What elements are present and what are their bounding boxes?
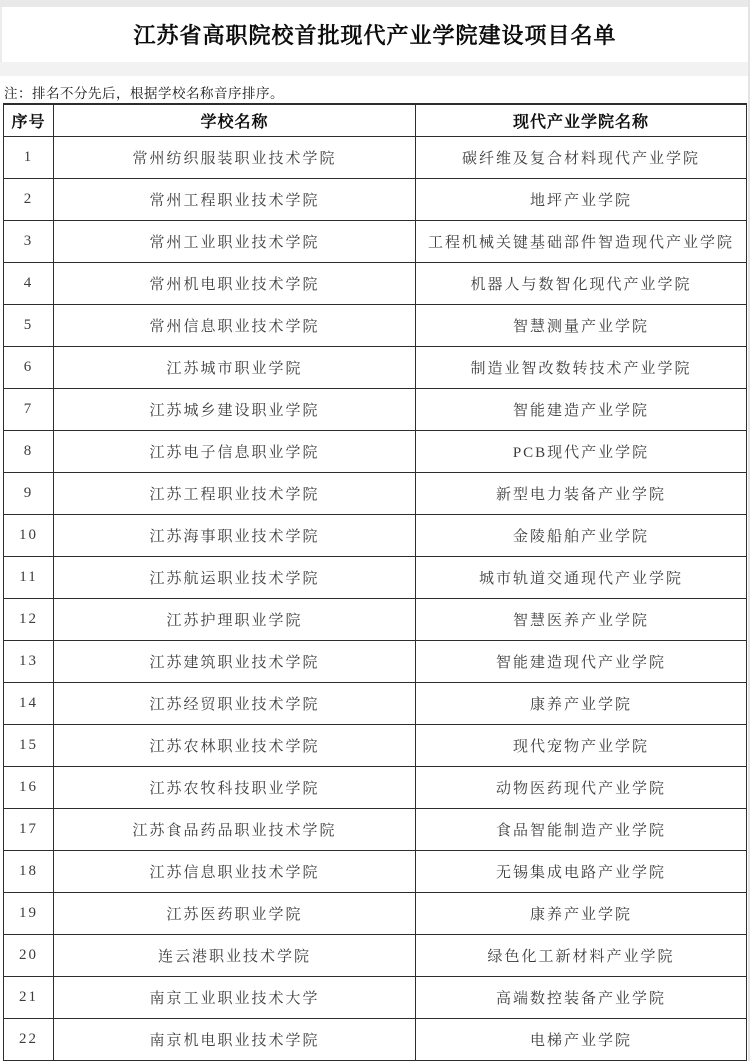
table-row — [4, 305, 747, 347]
college-name-cell: 智能建造现代产业学院 — [416, 641, 747, 683]
page-top-strip — [0, 0, 750, 7]
school-name-cell: 江苏工程职业技术学院 — [54, 473, 416, 515]
serial-number-cell: 11 — [4, 557, 54, 599]
table-row — [4, 515, 747, 557]
school-name-cell: 江苏食品药品职业技术学院 — [54, 809, 416, 851]
college-name-cell: 绿色化工新材料产业学院 — [416, 935, 747, 977]
serial-number-cell: 20 — [4, 935, 54, 977]
table-body — [4, 137, 747, 1061]
college-name-cell: 新型电力装备产业学院 — [416, 473, 747, 515]
table-row — [4, 473, 747, 515]
serial-number-cell: 12 — [4, 599, 54, 641]
college-name-cell: 康养产业学院 — [416, 893, 747, 935]
serial-number-cell: 1 — [4, 137, 54, 179]
document-body — [0, 76, 750, 1061]
school-name-cell: 常州工业职业技术学院 — [54, 221, 416, 263]
table-header-row — [4, 104, 747, 137]
header-serial-number: 序号 — [4, 104, 54, 137]
table-row — [4, 977, 747, 1019]
serial-number-cell: 10 — [4, 515, 54, 557]
serial-number-cell: 22 — [4, 1019, 54, 1061]
college-name-cell: 机器人与数智化现代产业学院 — [416, 263, 747, 305]
college-name-cell: 高端数控装备产业学院 — [416, 977, 747, 1019]
header-school-name: 学校名称 — [54, 104, 416, 137]
table-row — [4, 431, 747, 473]
school-name-cell: 南京机电职业技术学院 — [54, 1019, 416, 1061]
ranking-note: 注：排名不分先后，根据学校名称音序排序。 — [4, 86, 284, 101]
serial-number-cell: 21 — [4, 977, 54, 1019]
college-name-cell: 食品智能制造产业学院 — [416, 809, 747, 851]
table-row — [4, 1019, 747, 1061]
school-name-cell: 江苏电子信息职业学院 — [54, 431, 416, 473]
header-college-name: 现代产业学院名称 — [416, 104, 747, 137]
college-name-cell: 康养产业学院 — [416, 683, 747, 725]
college-name-cell: 动物医药现代产业学院 — [416, 767, 747, 809]
school-name-cell: 江苏海事职业技术学院 — [54, 515, 416, 557]
school-name-cell: 常州机电职业技术学院 — [54, 263, 416, 305]
school-name-cell: 江苏农牧科技职业学院 — [54, 767, 416, 809]
college-name-cell: 智能建造产业学院 — [416, 389, 747, 431]
project-list-table — [3, 103, 747, 1061]
table-row — [4, 893, 747, 935]
table-row — [4, 263, 747, 305]
school-name-cell: 常州工程职业技术学院 — [54, 179, 416, 221]
serial-number-cell: 16 — [4, 767, 54, 809]
school-name-cell: 江苏建筑职业技术学院 — [54, 641, 416, 683]
serial-number-cell: 19 — [4, 893, 54, 935]
school-name-cell: 江苏信息职业技术学院 — [54, 851, 416, 893]
table-row — [4, 221, 747, 263]
school-name-cell: 常州纺织服装职业技术学院 — [54, 137, 416, 179]
school-name-cell: 江苏医药职业学院 — [54, 893, 416, 935]
table-row — [4, 641, 747, 683]
school-name-cell: 江苏经贸职业技术学院 — [54, 683, 416, 725]
serial-number-cell: 3 — [4, 221, 54, 263]
title-block — [0, 7, 750, 62]
serial-number-cell: 5 — [4, 305, 54, 347]
serial-number-cell: 14 — [4, 683, 54, 725]
table-row — [4, 347, 747, 389]
serial-number-cell: 6 — [4, 347, 54, 389]
serial-number-cell: 7 — [4, 389, 54, 431]
school-name-cell: 常州信息职业技术学院 — [54, 305, 416, 347]
table-row — [4, 683, 747, 725]
table-row — [4, 935, 747, 977]
serial-number-cell: 2 — [4, 179, 54, 221]
college-name-cell: 地坪产业学院 — [416, 179, 747, 221]
college-name-cell: 城市轨道交通现代产业学院 — [416, 557, 747, 599]
school-name-cell: 江苏农林职业技术学院 — [54, 725, 416, 767]
college-name-cell: 电梯产业学院 — [416, 1019, 747, 1061]
college-name-cell: 金陵船舶产业学院 — [416, 515, 747, 557]
school-name-cell: 江苏城乡建设职业学院 — [54, 389, 416, 431]
section-divider-strip — [0, 62, 750, 76]
table-row — [4, 557, 747, 599]
table-row — [4, 767, 747, 809]
table-row — [4, 179, 747, 221]
serial-number-cell: 18 — [4, 851, 54, 893]
school-name-cell: 江苏城市职业学院 — [54, 347, 416, 389]
school-name-cell: 江苏护理职业学院 — [54, 599, 416, 641]
college-name-cell: 现代宠物产业学院 — [416, 725, 747, 767]
serial-number-cell: 9 — [4, 473, 54, 515]
college-name-cell: 碳纤维及复合材料现代产业学院 — [416, 137, 747, 179]
school-name-cell: 连云港职业技术学院 — [54, 935, 416, 977]
serial-number-cell: 13 — [4, 641, 54, 683]
serial-number-cell: 17 — [4, 809, 54, 851]
college-name-cell: 无锡集成电路产业学院 — [416, 851, 747, 893]
table-row — [4, 137, 747, 179]
table-row — [4, 389, 747, 431]
serial-number-cell: 8 — [4, 431, 54, 473]
table-row — [4, 809, 747, 851]
college-name-cell: PCB现代产业学院 — [416, 431, 747, 473]
school-name-cell: 南京工业职业技术大学 — [54, 977, 416, 1019]
college-name-cell: 工程机械关键基础部件智造现代产业学院 — [416, 221, 747, 263]
serial-number-cell: 15 — [4, 725, 54, 767]
college-name-cell: 制造业智改数转技术产业学院 — [416, 347, 747, 389]
serial-number-cell: 4 — [4, 263, 54, 305]
document-title: 江苏省高职院校首批现代产业学院建设项目名单 — [133, 23, 617, 48]
school-name-cell: 江苏航运职业技术学院 — [54, 557, 416, 599]
table-row — [4, 725, 747, 767]
college-name-cell: 智慧测量产业学院 — [416, 305, 747, 347]
college-name-cell: 智慧医养产业学院 — [416, 599, 747, 641]
table-row — [4, 851, 747, 893]
table-row — [4, 599, 747, 641]
